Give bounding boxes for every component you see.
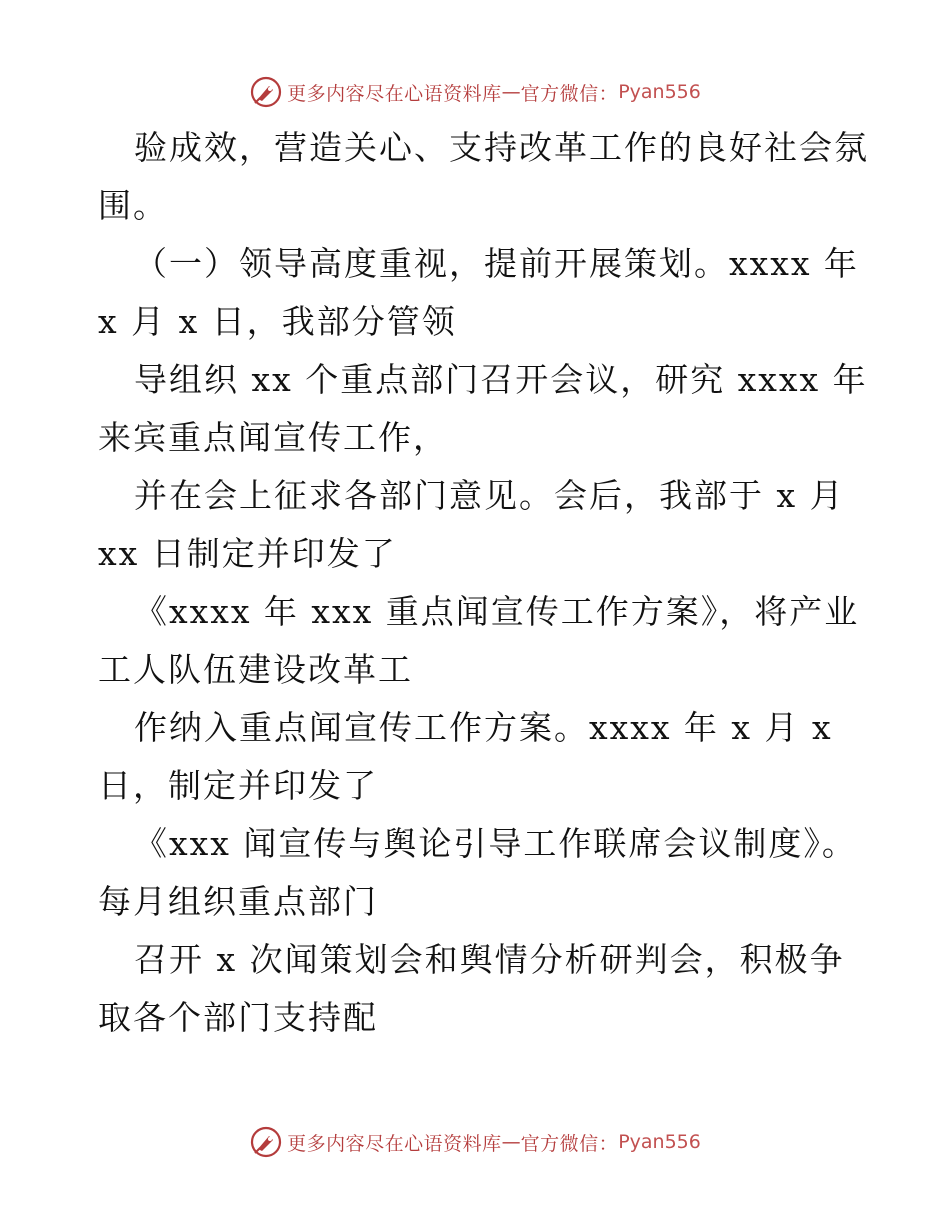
footer-watermark: [0, 1122, 950, 1162]
paragraph-line: 并在会上征求各部门意见。会后，我部于 x 月: [134, 476, 845, 515]
paragraph-line: xx 日制定并印发了: [98, 534, 397, 573]
paragraph-line: 验成效，营造关心、支持改革工作的良好社会氛: [134, 128, 869, 167]
paragraph-line: 取各个部门支持配: [98, 998, 378, 1037]
paragraph-line: 来宾重点闻宣传工作，: [98, 418, 448, 457]
paragraph-line: 作纳入重点闻宣传工作方案。xxxx 年 x 月 x: [134, 708, 833, 747]
paragraph-line: 导组织 xx 个重点部门召开会议，研究 xxxx 年: [134, 360, 868, 399]
paragraph-line: x 月 x 日，我部分管领: [98, 302, 457, 341]
watermark-account: Pyan556: [618, 1131, 701, 1153]
watermark-site-text: 更多内容尽在心语资料库: [287, 1132, 502, 1155]
header-watermark: [0, 72, 950, 112]
watermark-label: 官方微信：: [520, 1132, 619, 1155]
paragraph-line: 《xxxx 年 xxx 重点闻宣传工作方案》，将产业: [134, 592, 860, 631]
paragraph-line: 每月组织重点部门: [98, 882, 378, 921]
paragraph-line: 工人队伍建设改革工: [98, 650, 413, 689]
watermark-separator: —: [501, 81, 521, 103]
pen-nib-circle-icon: [249, 1125, 283, 1159]
paragraph-line: 召开 x 次闻策划会和舆情分析研判会，积极争: [134, 940, 845, 979]
paragraph-line: 《xxx 闻宣传与舆论引导工作联席会议制度》。: [134, 824, 857, 863]
paragraph-line: （一）领导高度重视，提前开展策划。xxxx 年: [134, 244, 859, 283]
watermark-site-text: 更多内容尽在心语资料库: [287, 82, 502, 105]
watermark-separator: —: [501, 1131, 521, 1153]
paragraph-line: 日，制定并印发了: [98, 766, 378, 805]
watermark-account: Pyan556: [618, 81, 701, 103]
watermark-label: 官方微信：: [520, 82, 619, 105]
paragraph-line: 围。: [98, 186, 168, 225]
pen-nib-circle-icon: [249, 75, 283, 109]
